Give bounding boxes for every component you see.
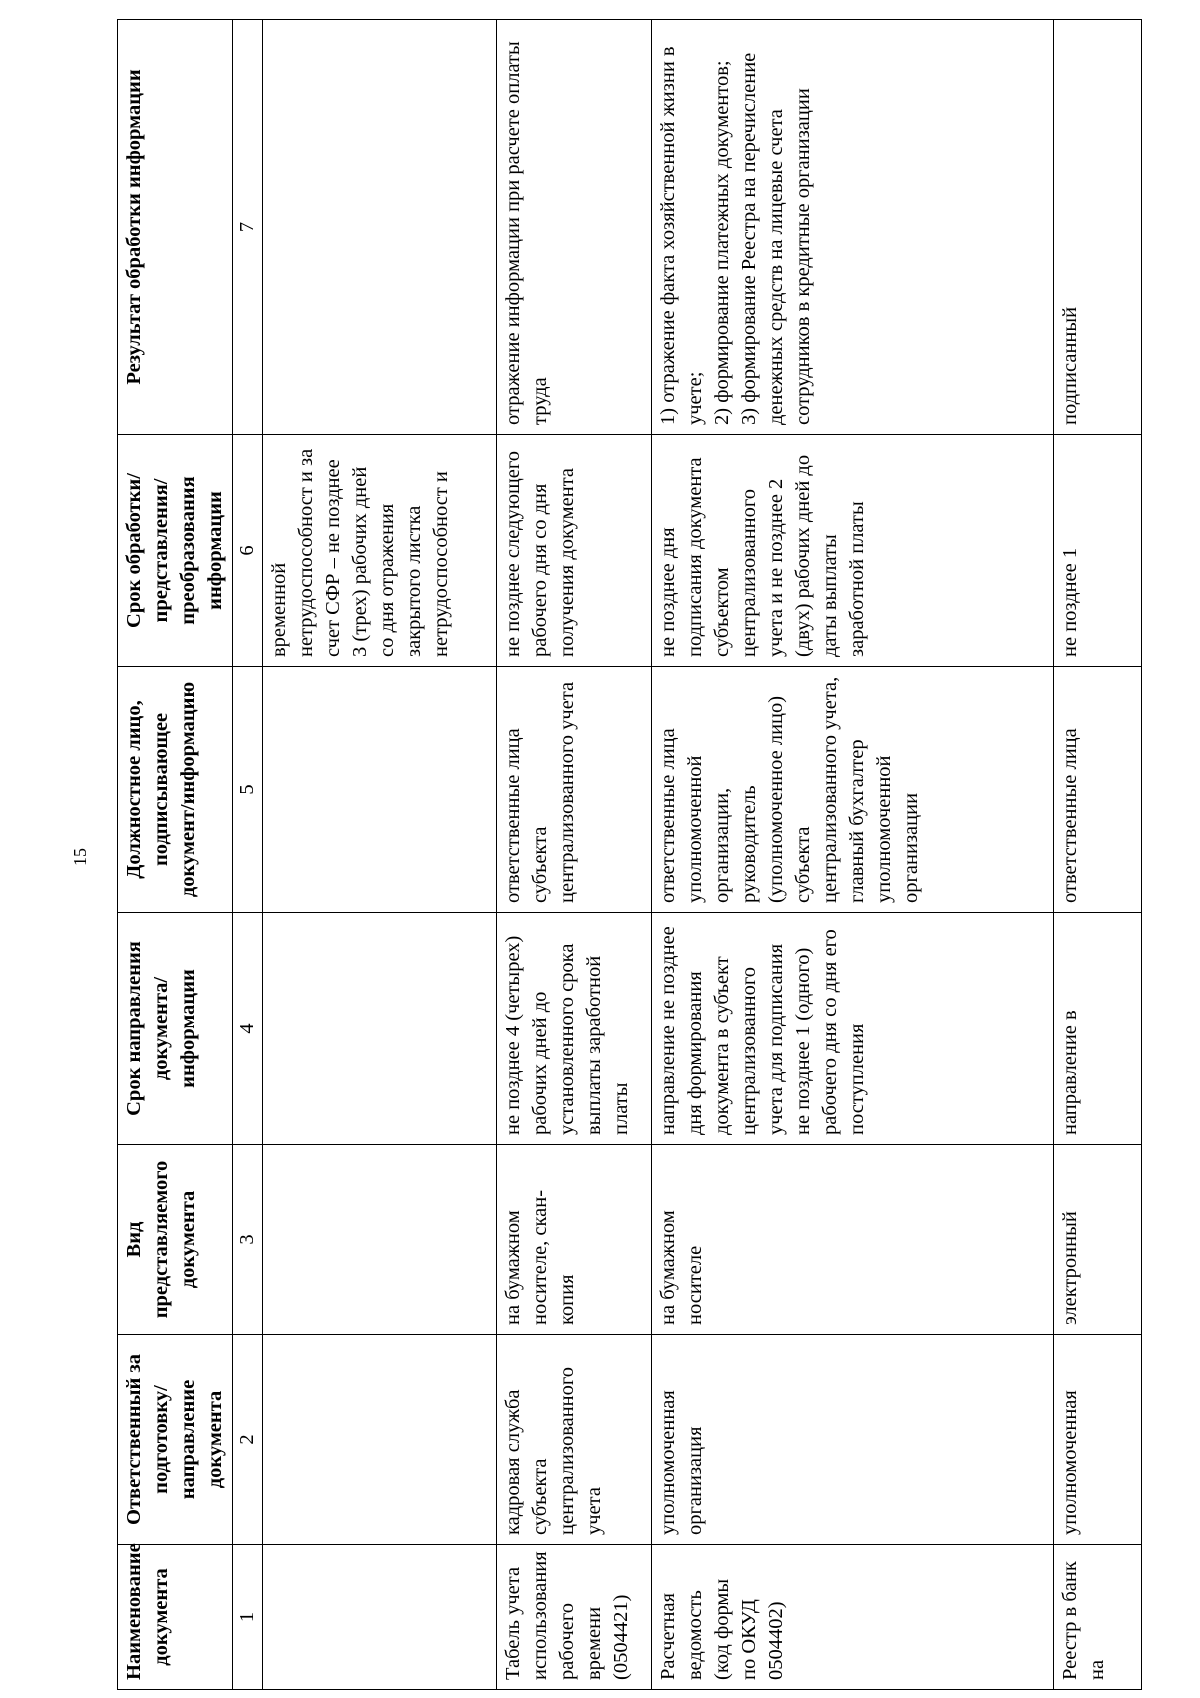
table-cell: на бумажном носителе, скан-копия [497,1145,652,1335]
table-cell [263,1145,497,1335]
table-cell: не позднее дня подписания документа субъектом централизованного учета и не позднее 2 (двух) рабочих дней до даты выплаты заработной платы [652,435,1054,667]
table-cell [263,20,497,435]
document-table-rotated [117,20,1122,1690]
table-cell: 1) отражение факта хозяйственной жизни в учете; 2) формирование платежных документов; 3) формирование Реестра на перечисление денежных средств на лицевые счета сотрудников в кредитные организации [652,20,1054,435]
column-number: 7 [233,20,263,435]
column-number: 6 [233,435,263,667]
table-cell: Табель учета использования рабочего времени (0504421) [497,1545,652,1690]
column-number: 2 [233,1335,263,1545]
header-cell: Срок обработки/ представления/ преобразования информации [118,435,233,667]
table-cell: не позднее 1 [1054,435,1142,667]
column-number-row [233,20,263,1690]
table-cell: отражение информации при расчете оплаты труда [497,20,652,435]
header-row [118,20,233,1690]
table-cell: не позднее 4 (четырех) рабочих дней до установленного срока выплаты заработной платы [497,913,652,1145]
column-number: 5 [233,667,263,913]
page-number: 15 [70,848,90,866]
column-number: 3 [233,1145,263,1335]
table-cell: Расчетная ведомость (код формы по ОКУД 0504402) [652,1545,1054,1690]
table-cell: направление не позднее дня формирования документа в субъект централизованного учета для подписания не позднее 1 (одного) рабочего дня со дня его поступления [652,913,1054,1145]
header-cell: Результат обработки информации [118,20,233,435]
table-cell: электронный [1054,1145,1142,1335]
table-cell: уполномоченная организация [652,1335,1054,1545]
table-cell: ответственные лица субъекта централизованного учета [497,667,652,913]
table-row [263,20,497,1690]
table-cell: на бумажном носителе [652,1145,1054,1335]
header-cell: Вид представляемого документа [118,1145,233,1335]
table-cell: ответственные лица [1054,667,1142,913]
document-table [117,19,1142,1690]
header-cell: Должностное лицо, подписывающее документ/информацию [118,667,233,913]
column-number: 4 [233,913,263,1145]
table-cell [263,913,497,1145]
table-cell: не позднее следующего рабочего дня со дня получения документа [497,435,652,667]
header-cell: Наименование документа [118,1545,233,1690]
table-cell: ответственные лица уполномоченной организации, руководитель (уполномоченное лицо) субъекта централизованного учета, главный бухгалтер уполномоченной организации [652,667,1054,913]
table-cell: временной нетрудоспособност и за счет СФР – не позднее 3 (трех) рабочих дней со дня отражения закрытого листка нетрудоспособност и [263,435,497,667]
table-cell [263,1335,497,1545]
table-row [652,20,1054,1690]
table-row [497,20,652,1690]
table-cell: кадровая служба субъекта централизованного учета [497,1335,652,1545]
header-cell: Ответственный за подготовку/ направление документа [118,1335,233,1545]
table-cell: уполномоченная [1054,1335,1142,1545]
table-cell: Реестр в банк на [1054,1545,1142,1690]
table-cell [263,667,497,913]
header-cell: Срок направления документа/ информации [118,913,233,1145]
table-row [1054,20,1142,1690]
column-number: 1 [233,1545,263,1690]
table-cell: подписанный [1054,20,1142,435]
table-cell: направление в [1054,913,1142,1145]
table-cell [263,1545,497,1690]
